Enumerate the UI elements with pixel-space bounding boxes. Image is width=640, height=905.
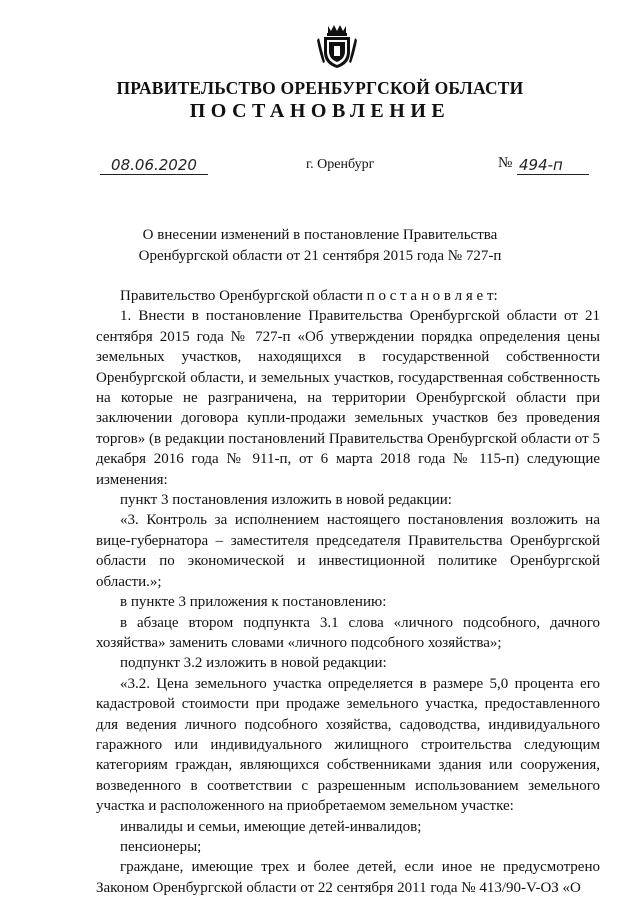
body-paragraph: пенсионеры; <box>120 838 202 855</box>
document-type: ПОСТАНОВЛЕНИЕ <box>189 100 451 122</box>
coat-of-arms-icon <box>316 22 358 70</box>
body-paragraph: граждане, имеющие трех и более детей, если иное не предусмотрено Законом Оренбургской области от 22 сентября 2011 года № 413/90-V-ОЗ «О <box>96 859 600 896</box>
body-paragraph: 1. Внести в постановление Правительства Оренбургской области от 21 сентября 2015 года № 727-п «Об утверждении порядка определения цены земельных участков, находящихся в государственной собственности Оренбургской области, и земельных участков, государственная собственность на которые не разграничена, на территории Оренбургской области при заключении договора купли-продажи земельных участков без проведения торгов» (в редакции постановлений Правительства Оренбургской области от 5 декабря 2016 года № 911-п, от 6 марта 2018 года № 115-п) следующие изменения: <box>96 308 600 488</box>
number-sign: № <box>498 155 513 171</box>
body-paragraph: в абзаце втором подпункта 3.1 слова «личного подсобного, дачного хозяйства» заменить словами «личного подсобного хозяйства»; <box>96 614 600 651</box>
body-paragraph: пункт 3 постановления изложить в новой редакции: <box>120 492 452 509</box>
body-paragraph: в пункте 3 приложения к постановлению: <box>120 594 387 611</box>
government-title: ПРАВИТЕЛЬСТВО ОРЕНБУРГСКОЙ ОБЛАСТИ <box>116 78 524 98</box>
body-paragraph: инвалиды и семьи, имеющие детей-инвалидов; <box>120 818 422 835</box>
document-body <box>96 286 600 898</box>
body-paragraph: «3.2. Цена земельного участка определяется в размере 5,0 процента его кадастровой стоимости при продаже земельного участка, предоставленного для ведения личного подсобного хозяйства, садоводства, индивидуального гаражного или индивидуального жилищного строительства следующим категориям граждан, являющихся собственниками здания или сооружения, возведенного в соответствии с разрешенным использованием земельного участка и расположенного на приобретаемом земельном участке: <box>96 675 600 815</box>
document-number: 494-п <box>517 156 589 175</box>
subject-line: Оренбургской области от 21 сентября 2015 года № 727-п <box>138 248 502 264</box>
document-subject <box>0 225 640 267</box>
body-paragraph: «3. Контроль за исполнением настоящего постановления возложить на вице-губернатора – заместителя председателя Правительства Оренбургской области по экономической и инвестиционной политике Оренбургской области.»; <box>96 512 600 590</box>
body-paragraph: Правительство Оренбургской области п о с т а н о в л я е т: <box>120 288 498 304</box>
document-date: 08.06.2020 <box>100 156 208 175</box>
subject-line: О внесении изменений в постановление Правительства <box>142 227 498 243</box>
document-meta <box>0 150 640 180</box>
document-city: г. Оренбург <box>306 157 375 172</box>
body-paragraph: подпункт 3.2 изложить в новой редакции: <box>120 655 387 672</box>
